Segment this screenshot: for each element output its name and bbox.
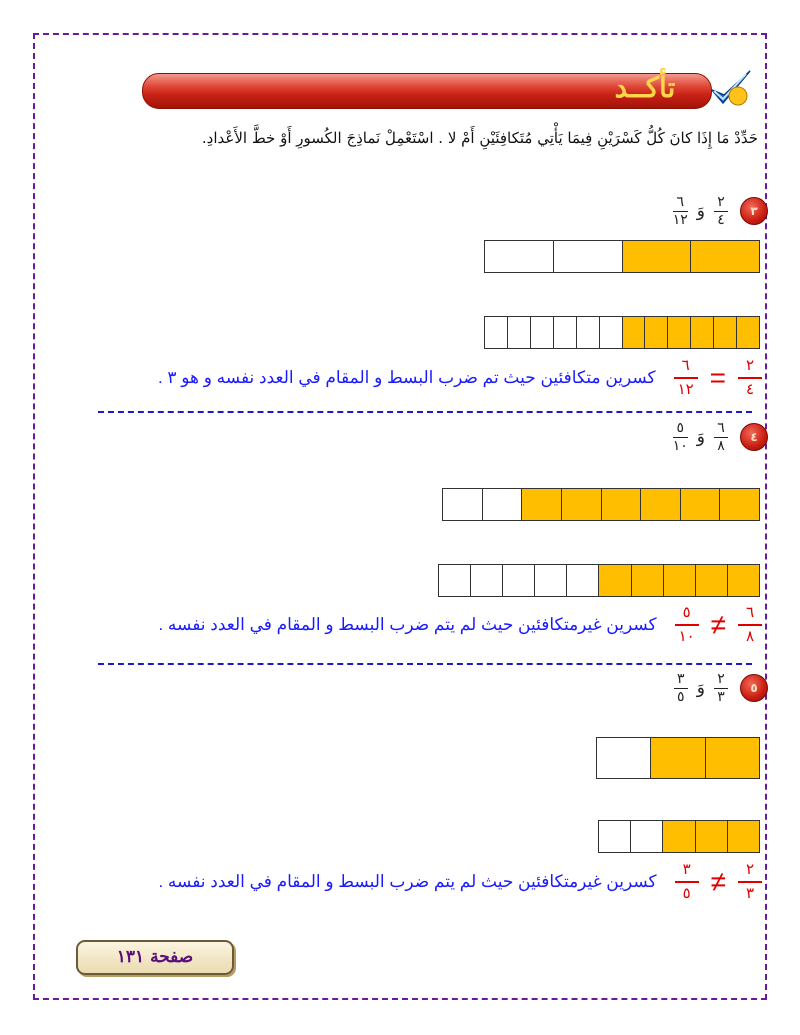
unshaded-part — [553, 240, 623, 273]
answer-fraction-right: $\frac{٦}{١٢}$ — [674, 358, 698, 398]
answer-line — [50, 350, 762, 406]
unshaded-part — [442, 488, 483, 521]
shaded-part — [695, 820, 728, 853]
fraction-model-strip — [442, 488, 760, 521]
problem-number-badge: ٥ — [740, 674, 768, 702]
fraction-second: $\frac{٦}{١٢}$ — [672, 193, 688, 228]
answer-fraction-left: $\frac{٢}{٤}$ — [738, 358, 762, 398]
shaded-part — [622, 316, 646, 349]
unshaded-part — [507, 316, 531, 349]
unshaded-part — [534, 564, 567, 597]
fraction-model-strip — [484, 316, 760, 349]
connector: وَ — [696, 678, 705, 698]
checkmark-icon — [708, 66, 754, 112]
fraction-model-strip — [484, 240, 760, 273]
shaded-part — [598, 564, 631, 597]
answer-text: كسرين غيرمتكافئين حيث لم يتم ضرب البسط و المقام في العدد نفسه . — [158, 872, 657, 891]
unshaded-part — [470, 564, 503, 597]
shaded-part — [622, 240, 692, 273]
answer-line — [50, 854, 762, 910]
shaded-part — [667, 316, 691, 349]
unshaded-part — [530, 316, 554, 349]
shaded-part — [690, 240, 760, 273]
shaded-part — [680, 488, 721, 521]
shaded-part — [601, 488, 642, 521]
unshaded-part — [599, 316, 623, 349]
fraction-second: $\frac{٥}{١٠}$ — [672, 419, 688, 454]
problem-expression — [590, 668, 732, 708]
shaded-part — [695, 564, 728, 597]
answer-fraction-left: $\frac{٦}{٨}$ — [738, 605, 762, 645]
answer-fraction-left: $\frac{٢}{٣}$ — [738, 862, 762, 902]
fraction-second: $\frac{٣}{٥}$ — [674, 672, 688, 705]
shaded-part — [561, 488, 602, 521]
page-number-badge: صفحة ١٣١ — [76, 940, 234, 975]
fraction-model-strip — [598, 820, 760, 853]
shaded-part — [727, 820, 760, 853]
section-title: تأكــد — [614, 71, 676, 104]
shaded-part — [640, 488, 681, 521]
shaded-part — [631, 564, 664, 597]
connector: وَ — [696, 201, 705, 221]
connector: وَ — [696, 427, 705, 447]
shaded-part — [650, 737, 705, 779]
relation-symbol: ≠ — [710, 866, 726, 897]
shaded-part — [644, 316, 668, 349]
unshaded-part — [484, 240, 554, 273]
relation-symbol: ≠ — [710, 609, 726, 640]
shaded-part — [690, 316, 714, 349]
answer-text: كسرين متكافئين حيث تم ضرب البسط و المقام في العدد نفسه و هو ٣ . — [157, 368, 656, 387]
problem-expression — [590, 191, 732, 231]
unshaded-part — [502, 564, 535, 597]
section-divider — [98, 663, 752, 665]
shaded-part — [713, 316, 737, 349]
unshaded-part — [438, 564, 471, 597]
fraction-first: $\frac{٦}{٨}$ — [714, 421, 728, 454]
problem-number-badge: ٣ — [740, 197, 768, 225]
section-divider — [98, 411, 752, 413]
problem-number-badge: ٤ — [740, 423, 768, 451]
answer-fraction-right: $\frac{٥}{١٠}$ — [675, 605, 699, 645]
fraction-model-strip — [438, 564, 760, 597]
fraction-first: $\frac{٢}{٤}$ — [714, 195, 728, 228]
problem-expression — [590, 417, 732, 457]
shaded-part — [705, 737, 760, 779]
fraction-model-strip — [596, 737, 760, 779]
unshaded-part — [482, 488, 523, 521]
shaded-part — [662, 820, 695, 853]
shaded-part — [727, 564, 760, 597]
fraction-first: $\frac{٢}{٣}$ — [714, 672, 728, 705]
unshaded-part — [553, 316, 577, 349]
unshaded-part — [576, 316, 600, 349]
shaded-part — [663, 564, 696, 597]
instruction-text: حَدِّدْ مَا إِذَا كانَ كُلُّ كَسْرَيْنِ فِيمَا يَأْتِي مُتَكافِئَيْنِ أَمْ لا . اسْتَعْمِلْ نَماذِجَ الكُسورِ أَوْ خطَّ الأَعْدادِ. — [201, 129, 758, 147]
unshaded-part — [596, 737, 651, 779]
answer-text: كسرين غيرمتكافئين حيث لم يتم ضرب البسط و المقام في العدد نفسه . — [158, 615, 657, 634]
unshaded-part — [630, 820, 663, 853]
answer-line — [50, 597, 762, 653]
unshaded-part — [484, 316, 508, 349]
unshaded-part — [598, 820, 631, 853]
answer-fraction-right: $\frac{٣}{٥}$ — [675, 862, 699, 902]
relation-symbol: = — [709, 362, 726, 393]
unshaded-part — [566, 564, 599, 597]
shaded-part — [719, 488, 760, 521]
shaded-part — [521, 488, 562, 521]
shaded-part — [736, 316, 760, 349]
